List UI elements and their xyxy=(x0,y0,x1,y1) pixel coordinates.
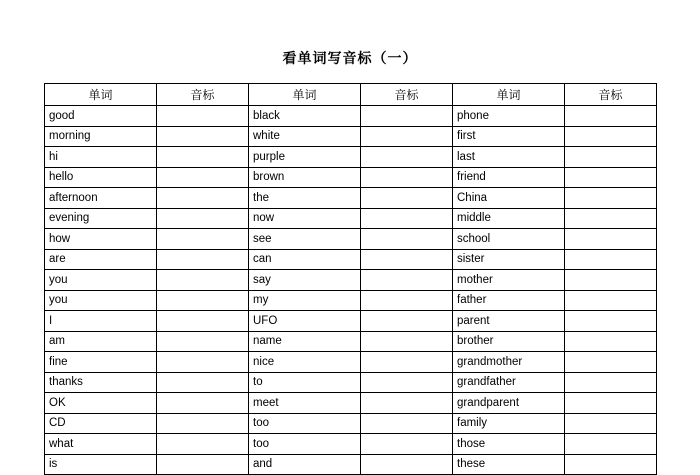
phonetic-answer-cell[interactable] xyxy=(565,290,657,311)
phonetic-answer-cell[interactable] xyxy=(565,147,657,168)
word-cell: these xyxy=(453,454,565,475)
word-cell: middle xyxy=(453,208,565,229)
word-cell: see xyxy=(249,229,361,250)
phonetic-answer-cell[interactable] xyxy=(565,434,657,455)
word-cell: OK xyxy=(45,393,157,414)
phonetic-answer-cell[interactable] xyxy=(361,249,453,270)
word-cell: white xyxy=(249,126,361,147)
word-cell: are xyxy=(45,249,157,270)
phonetic-answer-cell[interactable] xyxy=(157,413,249,434)
table-row xyxy=(45,331,657,352)
word-cell: parent xyxy=(453,311,565,332)
word-cell: now xyxy=(249,208,361,229)
column-header: 音标 xyxy=(565,84,657,106)
word-cell: hello xyxy=(45,167,157,188)
phonetic-answer-cell[interactable] xyxy=(565,106,657,127)
phonetic-answer-cell[interactable] xyxy=(157,167,249,188)
phonetic-answer-cell[interactable] xyxy=(157,290,249,311)
phonetic-answer-cell[interactable] xyxy=(361,147,453,168)
word-cell: morning xyxy=(45,126,157,147)
word-cell: am xyxy=(45,331,157,352)
phonetic-answer-cell[interactable] xyxy=(157,393,249,414)
word-cell: grandfather xyxy=(453,372,565,393)
column-header: 单词 xyxy=(249,84,361,106)
word-cell: school xyxy=(453,229,565,250)
table-body xyxy=(45,106,657,475)
word-cell: say xyxy=(249,270,361,291)
word-cell: what xyxy=(45,434,157,455)
phonetic-answer-cell[interactable] xyxy=(157,352,249,373)
phonetic-answer-cell[interactable] xyxy=(361,208,453,229)
table-row xyxy=(45,249,657,270)
word-cell: the xyxy=(249,188,361,209)
phonetic-answer-cell[interactable] xyxy=(157,188,249,209)
word-cell: afternoon xyxy=(45,188,157,209)
table-row xyxy=(45,188,657,209)
phonetic-answer-cell[interactable] xyxy=(361,372,453,393)
phonetic-answer-cell[interactable] xyxy=(361,188,453,209)
phonetic-answer-cell[interactable] xyxy=(565,454,657,475)
phonetic-answer-cell[interactable] xyxy=(157,126,249,147)
phonetic-answer-cell[interactable] xyxy=(157,270,249,291)
phonetic-answer-cell[interactable] xyxy=(361,106,453,127)
phonetic-answer-cell[interactable] xyxy=(565,413,657,434)
table-row xyxy=(45,106,657,127)
phonetic-answer-cell[interactable] xyxy=(361,331,453,352)
table-row xyxy=(45,208,657,229)
phonetic-answer-cell[interactable] xyxy=(361,413,453,434)
phonetic-answer-cell[interactable] xyxy=(157,106,249,127)
phonetic-answer-cell[interactable] xyxy=(565,188,657,209)
word-cell: too xyxy=(249,413,361,434)
word-cell: hi xyxy=(45,147,157,168)
phonetic-answer-cell[interactable] xyxy=(565,352,657,373)
word-cell: father xyxy=(453,290,565,311)
word-cell: nice xyxy=(249,352,361,373)
word-cell: my xyxy=(249,290,361,311)
phonetic-answer-cell[interactable] xyxy=(361,352,453,373)
word-cell: black xyxy=(249,106,361,127)
phonetic-answer-cell[interactable] xyxy=(565,229,657,250)
word-cell: friend xyxy=(453,167,565,188)
phonetic-answer-cell[interactable] xyxy=(157,331,249,352)
table-header-row xyxy=(45,84,657,106)
phonetic-answer-cell[interactable] xyxy=(361,393,453,414)
phonetic-answer-cell[interactable] xyxy=(361,167,453,188)
column-header: 单词 xyxy=(453,84,565,106)
word-cell: is xyxy=(45,454,157,475)
phonetic-answer-cell[interactable] xyxy=(157,249,249,270)
table-row xyxy=(45,270,657,291)
phonetic-answer-cell[interactable] xyxy=(157,208,249,229)
word-cell: you xyxy=(45,270,157,291)
table-header xyxy=(45,84,657,106)
word-cell: those xyxy=(453,434,565,455)
table-row xyxy=(45,290,657,311)
word-cell: phone xyxy=(453,106,565,127)
phonetic-answer-cell[interactable] xyxy=(157,372,249,393)
word-cell: grandparent xyxy=(453,393,565,414)
phonetic-answer-cell[interactable] xyxy=(157,434,249,455)
table-row xyxy=(45,147,657,168)
phonetic-answer-cell[interactable] xyxy=(565,167,657,188)
word-cell: I xyxy=(45,311,157,332)
column-header: 音标 xyxy=(361,84,453,106)
column-header: 音标 xyxy=(157,84,249,106)
word-cell: can xyxy=(249,249,361,270)
word-cell: to xyxy=(249,372,361,393)
phonetic-answer-cell[interactable] xyxy=(361,454,453,475)
word-cell: good xyxy=(45,106,157,127)
phonetic-answer-cell[interactable] xyxy=(361,434,453,455)
phonetic-answer-cell[interactable] xyxy=(565,393,657,414)
word-cell: name xyxy=(249,331,361,352)
table-row xyxy=(45,454,657,475)
phonetic-answer-cell[interactable] xyxy=(565,208,657,229)
word-cell: last xyxy=(453,147,565,168)
phonetic-answer-cell[interactable] xyxy=(565,372,657,393)
table-row xyxy=(45,311,657,332)
phonetic-answer-cell[interactable] xyxy=(565,331,657,352)
word-cell: CD xyxy=(45,413,157,434)
word-cell: how xyxy=(45,229,157,250)
table-row xyxy=(45,393,657,414)
word-cell: thanks xyxy=(45,372,157,393)
word-cell: too xyxy=(249,434,361,455)
phonetic-answer-cell[interactable] xyxy=(361,126,453,147)
word-cell: evening xyxy=(45,208,157,229)
word-cell: China xyxy=(453,188,565,209)
phonetic-answer-cell[interactable] xyxy=(565,311,657,332)
table-row xyxy=(45,434,657,455)
phonetic-answer-cell[interactable] xyxy=(565,249,657,270)
table-row xyxy=(45,372,657,393)
word-cell: meet xyxy=(249,393,361,414)
phonetic-answer-cell[interactable] xyxy=(157,454,249,475)
word-cell: purple xyxy=(249,147,361,168)
table-row xyxy=(45,126,657,147)
phonetic-answer-cell[interactable] xyxy=(565,270,657,291)
word-cell: and xyxy=(249,454,361,475)
phonetic-answer-cell[interactable] xyxy=(361,270,453,291)
table-row xyxy=(45,229,657,250)
phonetic-answer-cell[interactable] xyxy=(361,311,453,332)
word-cell: brother xyxy=(453,331,565,352)
column-header: 单词 xyxy=(45,84,157,106)
phonetic-answer-cell[interactable] xyxy=(157,229,249,250)
phonetic-answer-cell[interactable] xyxy=(361,290,453,311)
phonetic-answer-cell[interactable] xyxy=(361,229,453,250)
word-cell: you xyxy=(45,290,157,311)
phonetic-answer-cell[interactable] xyxy=(157,311,249,332)
vocabulary-table-container xyxy=(44,83,656,475)
phonetic-answer-cell[interactable] xyxy=(157,147,249,168)
table-row xyxy=(45,413,657,434)
word-cell: fine xyxy=(45,352,157,373)
vocabulary-table xyxy=(44,83,657,475)
word-cell: first xyxy=(453,126,565,147)
word-cell: UFO xyxy=(249,311,361,332)
phonetic-answer-cell[interactable] xyxy=(565,126,657,147)
table-row xyxy=(45,352,657,373)
word-cell: grandmother xyxy=(453,352,565,373)
page-title: 看单词写音标（一） xyxy=(282,51,418,67)
word-cell: brown xyxy=(249,167,361,188)
table-row xyxy=(45,167,657,188)
word-cell: family xyxy=(453,413,565,434)
word-cell: sister xyxy=(453,249,565,270)
word-cell: mother xyxy=(453,270,565,291)
